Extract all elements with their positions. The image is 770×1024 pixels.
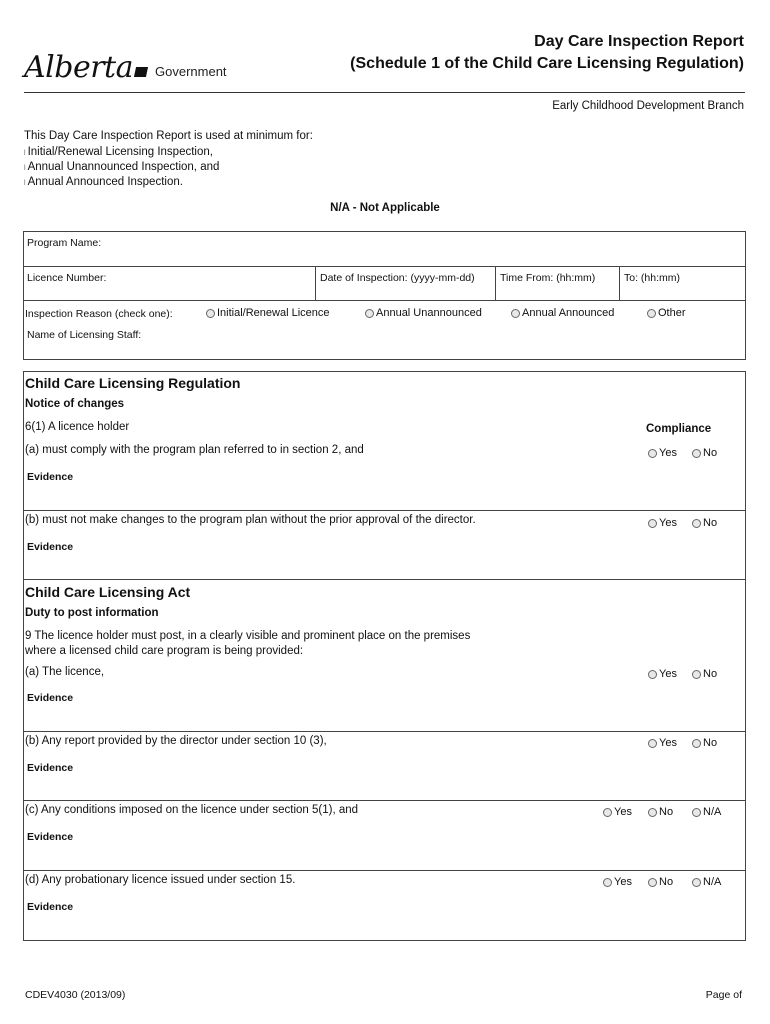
na-radio[interactable]: N/A — [692, 876, 721, 888]
reason-radio-annual-unannounced[interactable]: Annual Unannounced — [365, 307, 482, 319]
evidence-field[interactable]: Evidence — [27, 762, 74, 774]
evidence-field[interactable]: Evidence — [27, 541, 74, 553]
evidence-field[interactable]: Evidence — [27, 901, 74, 913]
no-radio[interactable]: No — [648, 806, 673, 818]
radio-icon — [692, 878, 701, 887]
na-note: N/A - Not Applicable — [330, 202, 440, 214]
requirement-text: (c) Any conditions imposed on the licence under section 5(1), and — [25, 804, 359, 816]
intro-lead: This Day Care Inspection Report is used at minimum for: — [24, 130, 313, 142]
regulation-section-title: Child Care Licensing Regulation — [25, 375, 241, 391]
inspection-reason-label: Inspection Reason (check one): — [25, 308, 173, 320]
yes-radio[interactable]: Yes — [603, 806, 632, 818]
logo-wordmark: Alberta — [24, 50, 133, 85]
radio-icon — [692, 449, 701, 458]
no-radio[interactable]: No — [692, 517, 717, 529]
logo-flag-icon — [134, 67, 148, 77]
licence-number-field[interactable]: Licence Number: — [27, 272, 107, 284]
radio-icon — [692, 670, 701, 679]
program-name-field[interactable]: Program Name: — [27, 237, 102, 249]
inspection-date-field[interactable]: Date of Inspection: (yyyy-mm-dd) — [320, 272, 475, 284]
requirement-text: (d) Any probationary licence issued under section 15. — [25, 874, 296, 886]
evidence-field[interactable]: Evidence — [27, 692, 74, 704]
radio-icon — [647, 309, 656, 318]
no-radio[interactable]: No — [692, 668, 717, 680]
yes-radio[interactable]: Yes — [648, 517, 677, 529]
radio-icon — [692, 739, 701, 748]
report-title-line1: Day Care Inspection Report — [534, 33, 744, 50]
radio-icon — [648, 808, 657, 817]
radio-icon — [648, 519, 657, 528]
page-number: Page of — [705, 989, 742, 1001]
yes-radio[interactable]: Yes — [603, 876, 632, 888]
regulation-subtitle: Notice of changes — [25, 398, 125, 410]
requirement-text: (b) Any report provided by the director under section 10 (3), — [25, 735, 327, 747]
header-rule — [24, 92, 745, 93]
act-section-title: Child Care Licensing Act — [25, 584, 191, 600]
evidence-field[interactable]: Evidence — [27, 471, 74, 483]
na-radio[interactable]: N/A — [692, 806, 721, 818]
requirement-text: (a) must comply with the program plan referred to in section 2, and — [25, 444, 364, 456]
radio-icon — [603, 808, 612, 817]
report-title-line2: (Schedule 1 of the Child Care Licensing Regulation) — [350, 55, 744, 72]
act-intro-line1: 9 The licence holder must post, in a clearly visible and prominent place on the premises — [25, 630, 471, 642]
radio-icon — [648, 449, 657, 458]
regulation-intro: 6(1) A licence holder — [25, 421, 130, 433]
bullet-icon: l — [24, 165, 26, 172]
act-intro-line2: where a licensed child care program is being provided: — [25, 645, 304, 657]
time-from-field[interactable]: Time From: (hh:mm) — [500, 272, 596, 284]
time-to-field[interactable]: To: (hh:mm) — [624, 272, 681, 284]
radio-icon — [206, 309, 215, 318]
yes-radio[interactable]: Yes — [648, 668, 677, 680]
logo-government: Government — [155, 64, 227, 79]
licensing-staff-field[interactable]: Name of Licensing Staff: — [27, 329, 142, 341]
radio-icon — [365, 309, 374, 318]
radio-icon — [511, 309, 520, 318]
radio-icon — [648, 878, 657, 887]
radio-icon — [692, 808, 701, 817]
compliance-header: Compliance — [646, 423, 712, 435]
radio-icon — [692, 519, 701, 528]
no-radio[interactable]: No — [692, 737, 717, 749]
act-subtitle: Duty to post information — [25, 607, 159, 619]
radio-icon — [648, 739, 657, 748]
yes-radio[interactable]: Yes — [648, 447, 677, 459]
bullet-icon: l — [24, 150, 26, 157]
radio-icon — [648, 670, 657, 679]
no-radio[interactable]: No — [648, 876, 673, 888]
no-radio[interactable]: No — [692, 447, 717, 459]
reason-radio-annual-announced[interactable]: Annual Announced — [511, 307, 614, 319]
intro-item: l Initial/Renewal Licensing Inspection, — [24, 146, 213, 158]
requirement-text: (b) must not make changes to the program plan without the prior approval of the director. — [25, 514, 476, 526]
requirement-text: (a) The licence, — [25, 666, 105, 678]
bullet-icon: l — [24, 180, 26, 187]
alberta-logo — [24, 50, 227, 85]
yes-radio[interactable]: Yes — [648, 737, 677, 749]
intro-item: l Annual Unannounced Inspection, and — [24, 161, 220, 173]
reason-radio-initial-renewal[interactable]: Initial/Renewal Licence — [206, 307, 330, 319]
branch-name: Early Childhood Development Branch — [552, 100, 744, 112]
form-code: CDEV4030 (2013/09) — [25, 989, 126, 1001]
evidence-field[interactable]: Evidence — [27, 831, 74, 843]
radio-icon — [603, 878, 612, 887]
reason-radio-other[interactable]: Other — [647, 307, 686, 319]
intro-item: l Annual Announced Inspection. — [24, 176, 183, 188]
